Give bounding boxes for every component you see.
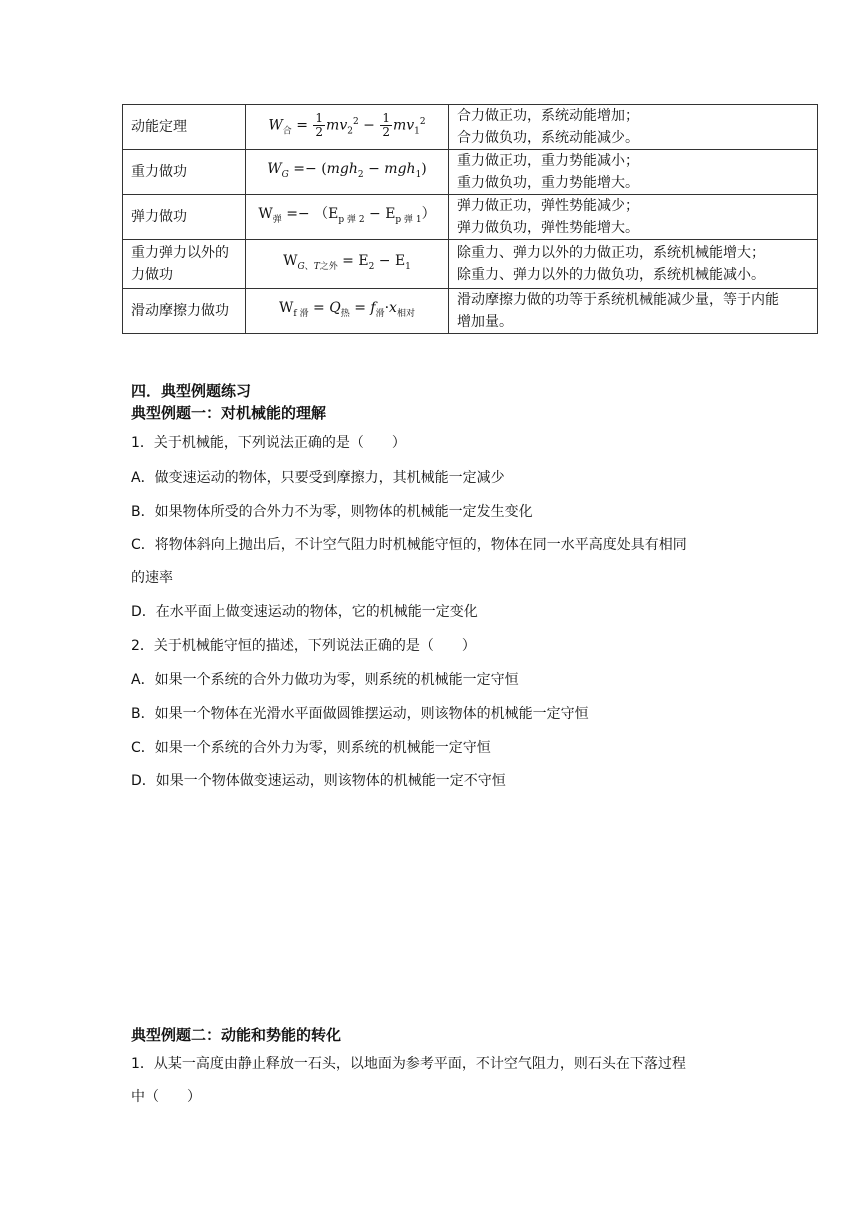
- example1-title: 典型例题一：对机械能的理解: [131, 404, 327, 422]
- table-row: [123, 150, 818, 195]
- question-2: 2．关于机械能守恒的描述，下列说法正确的是（ ）: [131, 638, 476, 654]
- row-name: 重力弹力以外的 力做功: [123, 240, 246, 289]
- example2-question-1-continued: 中（ ）: [131, 1089, 201, 1105]
- table-row: [123, 240, 818, 289]
- q2-option-c: C．如果一个系统的合外力为零，则系统的机械能一定守恒: [131, 740, 491, 756]
- formula-other-forces-work: $W_{G、T之外} = E_2 - E_1$: [246, 240, 449, 289]
- formula-kinetic-energy-theorem: $W_合$ = $\frac{1}{2}$ $mv_2^2$ − $\frac{1}{2}$ $mv_1^2$: [246, 105, 449, 150]
- example2-question-1: 1．从某一高度由静止释放一石头，以地面为参考平面，不计空气阻力，则石头在下落过程: [131, 1056, 686, 1072]
- q2-option-d: D．如果一个物体做变速运动，则该物体的机械能一定不守恒: [131, 773, 506, 789]
- q1-option-c-continued: 的速率: [131, 570, 173, 586]
- work-energy-table: [122, 104, 818, 334]
- formula-gravity-work: $W_G =- (mgh_2 - mgh_1)$: [246, 150, 449, 195]
- row-description: 弹力做正功，弹性势能减少； 弹力做负功，弹性势能增大。: [449, 195, 818, 240]
- q1-option-a: A．做变速运动的物体，只要受到摩擦力，其机械能一定减少: [131, 470, 505, 486]
- example2-title: 典型例题二：动能和势能的转化: [131, 1026, 342, 1044]
- row-name: 重力做功: [123, 150, 246, 195]
- row-description: 滑动摩擦力做的功等于系统机械能减少量，等于内能 增加量。: [449, 289, 818, 334]
- table-row: [123, 105, 818, 150]
- formula-elastic-work: $W_弹 =- (E_{p 弹 2} - E_{p 弹 1})$: [246, 195, 449, 240]
- q2-option-a: A．如果一个系统的合外力做功为零，则系统的机械能一定守恒: [131, 672, 519, 688]
- row-description: 重力做正功，重力势能减小； 重力做负功，重力势能增大。: [449, 150, 818, 195]
- row-name: 动能定理: [123, 105, 246, 150]
- q1-option-b: B．如果物体所受的合外力不为零，则物体的机械能一定发生变化: [131, 504, 533, 520]
- row-description: 合力做正功，系统动能增加； 合力做负功，系统动能减少。: [449, 105, 818, 150]
- q2-option-b: B．如果一个物体在光滑水平面做圆锥摆运动，则该物体的机械能一定守恒: [131, 706, 589, 722]
- question-1: 1．关于机械能，下列说法正确的是（ ）: [131, 435, 406, 451]
- q1-option-d: D．在水平面上做变速运动的物体，它的机械能一定变化: [131, 604, 478, 620]
- q1-option-c: C．将物体斜向上抛出后，不计空气阻力时机械能守恒的，物体在同一水平高度处具有相同: [131, 537, 687, 553]
- section-title: 四．典型例题练习: [131, 382, 252, 400]
- table-row: [123, 289, 818, 334]
- row-name: 弹力做功: [123, 195, 246, 240]
- formula-friction-work: $W_{f 滑} = Q_热 = f_滑\cdot x_{相对}$: [246, 289, 449, 334]
- table-row: [123, 195, 818, 240]
- row-name: 滑动摩擦力做功: [123, 289, 246, 334]
- row-description: 除重力、弹力以外的力做正功，系统机械能增大； 除重力、弹力以外的力做负功，系统机械能减小。: [449, 240, 818, 289]
